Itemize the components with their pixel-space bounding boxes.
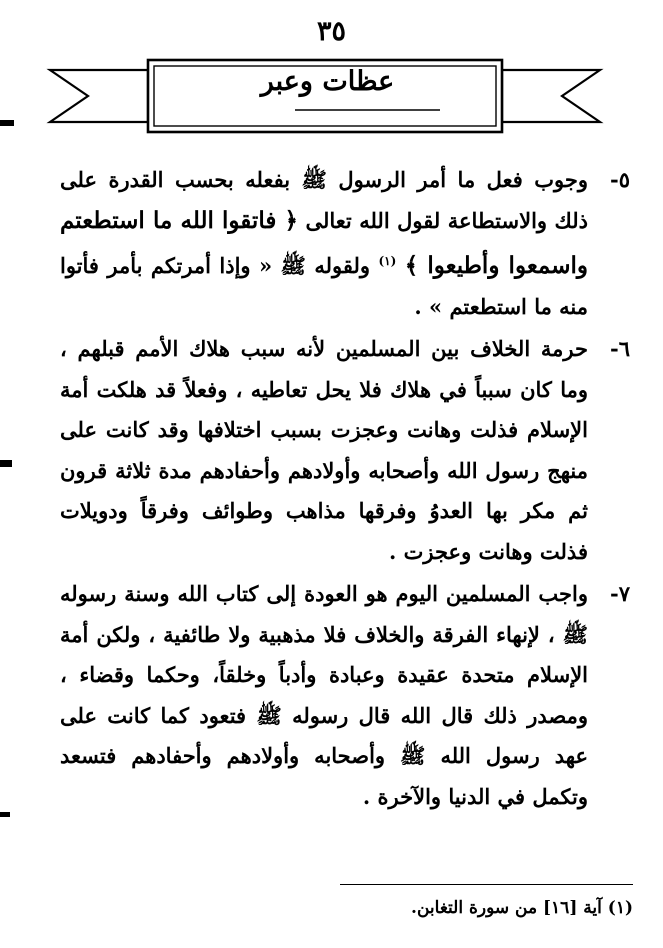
item-number: ٦-	[610, 336, 630, 361]
footnote: (١) آية [١٦] من سورة التغابن.	[411, 898, 633, 918]
list-item	[60, 574, 630, 817]
page-number: ٣٥	[316, 16, 346, 47]
footnote-ref: (١)	[378, 254, 397, 268]
item-text: واجب المسلمين اليوم هو العودة إلى كتاب الله وسنة رسوله ﷺ ، لإنهاء الفرقة والخلاف فلا مذهبية ولا طائفية ، ولكن أمة الإسلام متحدة عقيدة وعبادة وأدباً وخلقاً، وحكما وقضاء ، ومصدر ذلك قال الله قال رسوله ﷺ فتعود كما كانت على عهد رسول الله ﷺ وأصحابه وأولادهم وأحفادهم فتسعد وتكمل في الدنيا والآخرة .	[60, 581, 588, 809]
item-number: ٧-	[610, 581, 630, 606]
scan-mark	[0, 460, 12, 467]
item-number: ٥-	[610, 167, 630, 192]
item-text: ولقوله ﷺ « وإذا أمرتكم بأمر فأتوا منه ما استطعتم » .	[60, 253, 588, 319]
list-item	[60, 329, 630, 572]
item-text: حرمة الخلاف بين المسلمين لأنه سبب هلاك الأمم قبلهم ، وما كان سبباً في هلاك فلا يحل تعاطيه ، وفعلاً قد هلكت أمة الإسلام فذلت وهانت وعجزت بسبب اختلافها وقد كانت على منهج رسول الله وأصحابه وأولادهم وأحفادهم مدة ثلاثة قرون ثم مكر بها العدوُ وفرقها مذاهب وطوائف وفرقاً ودويلات فذلت وهانت وعجزت .	[60, 336, 588, 564]
scan-mark	[0, 812, 10, 817]
item-text: وجوب فعل ما أمر الرسول ﷺ بفعله بحسب القدرة على ذلك والاستطاعة لقول الله تعالى	[60, 167, 588, 233]
chapter-title: عظات وعبر	[260, 66, 395, 97]
page-body	[60, 160, 630, 817]
scan-mark	[0, 120, 14, 126]
quran-quote: ﴿ فاتقوا الله ما استطعتم واسمعوا وأطيعوا ﴾	[60, 206, 588, 279]
footnote-divider	[340, 884, 633, 885]
list-item	[60, 160, 630, 327]
